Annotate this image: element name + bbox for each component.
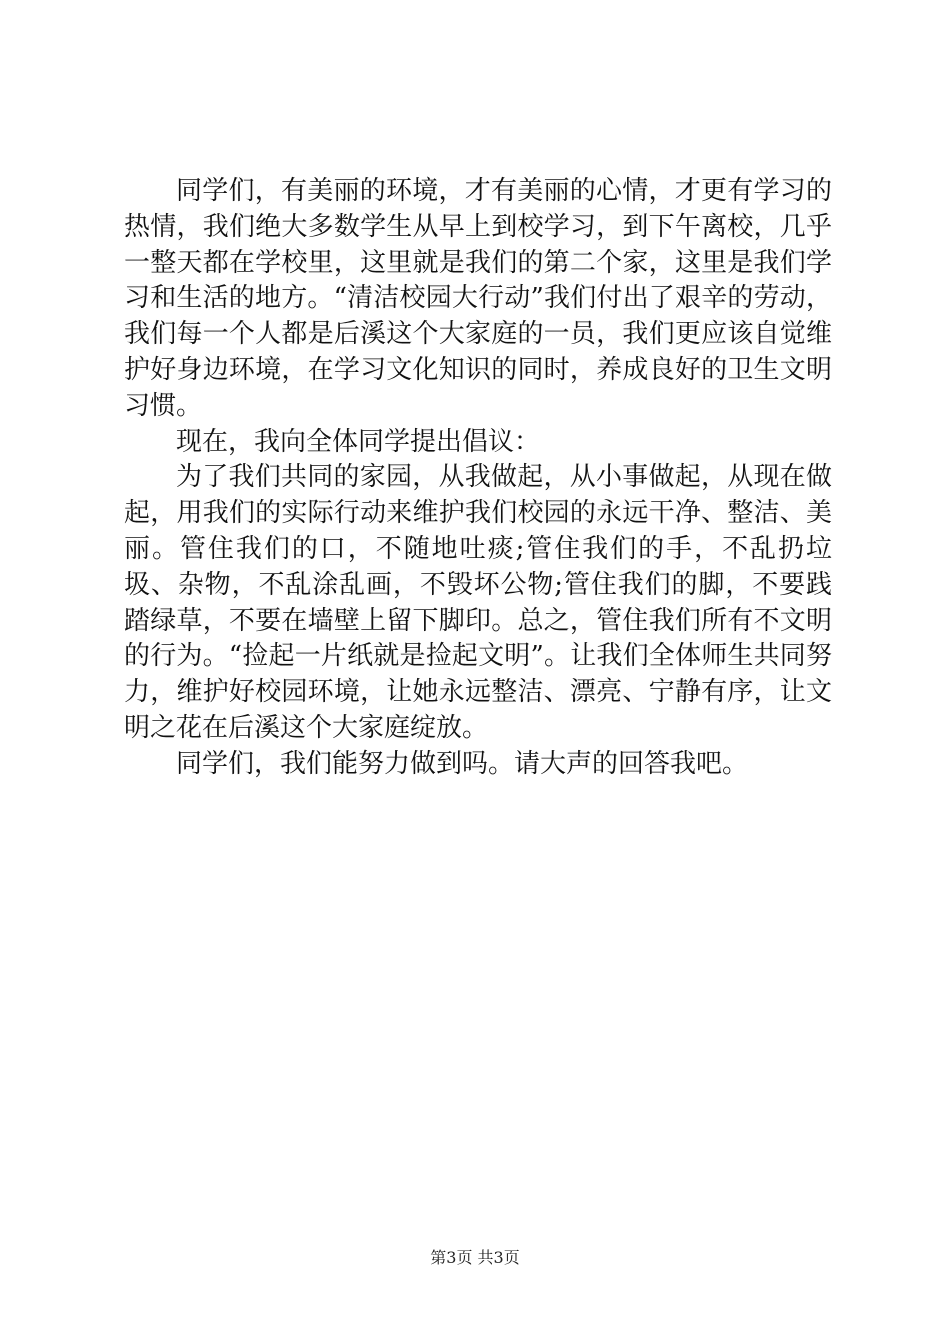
paragraph-4: 同学们，我们能努力做到吗。请大声的回答我吧。	[176, 748, 749, 779]
paragraph-2: 现在，我向全体同学提出倡议：	[176, 426, 541, 457]
paragraph-1: 同学们，有美丽的环境，才有美丽的心情，才更有学习的热情，我们绝大多数学生从早上到校学习，到下午离校，几乎一整天都在学校里，这里就是我们的第二个家，这里是我们学习和生活的地方。“清洁校园大行动”我们付出了艰辛的劳动，我们每一个人都是后溪这个大家庭的一员，我们更应该自觉维护好身边环境，在学习文化知识的同时，养成良好的卫生文明习惯。	[124, 176, 832, 421]
page-footer: 第3页 共3页	[430, 1248, 520, 1267]
paragraph-3: 为了我们共同的家园，从我做起，从小事做起，从现在做起，用我们的实际行动来维护我们校园的永远干净、整洁、美丽。管住我们的口，不随地吐痰;管住我们的手，不乱扔垃圾、杂物，不乱涂乱画，不毁坏公物;管住我们的脚，不要践踏绿草，不要在墙壁上留下脚印。总之，管住我们所有不文明的行为。“捡起一片纸就是捡起文明”。让我们全体师生共同努力，维护好校园环境，让她永远整洁、漂亮、宁静有序，让文明之花在后溪这个大家庭绽放。	[124, 462, 832, 743]
document-body	[124, 174, 832, 783]
